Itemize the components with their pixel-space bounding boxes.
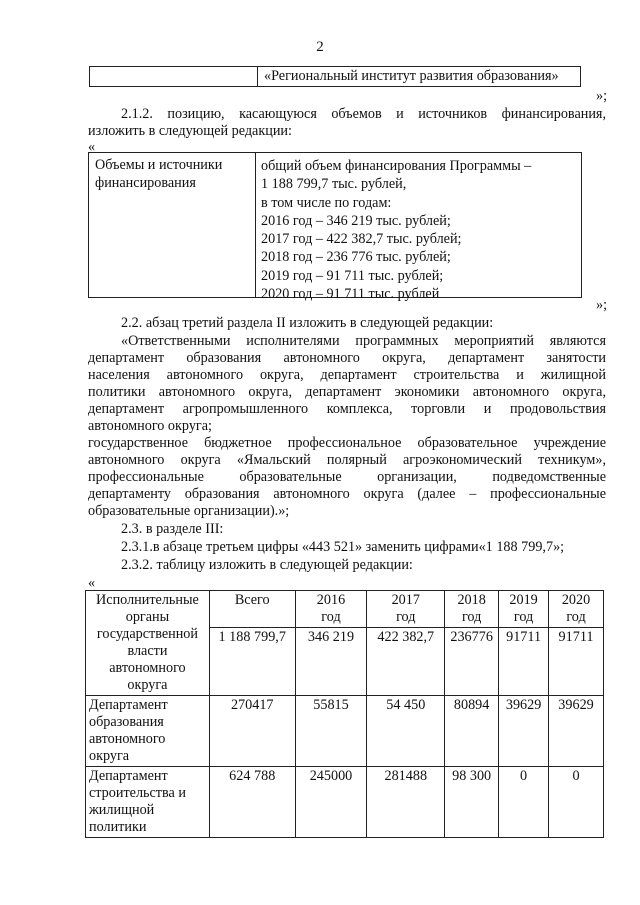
opening-quote-1: « (88, 139, 96, 155)
table-cell: 422 382,7 (367, 628, 445, 696)
financing-line: 1 188 799,7 тыс. рублей, (261, 176, 407, 193)
financing-line: 2019 год – 91 711 тыс. рублей; (261, 267, 444, 284)
para-2-3-2: 2.3.2. таблицу изложить в следующей редакции: (121, 557, 413, 573)
quote-line: населения автономного округа, департамент строительства и жилищной (88, 367, 606, 383)
financing-line: общий объем финансирования Программы – (261, 158, 532, 174)
table-cell: 236776 (445, 628, 499, 696)
para-2-1-2-line1: 2.1.2. позицию, касающуюся объемов и источников финансирования, (121, 106, 606, 122)
table-cell: 55815 (295, 696, 367, 767)
year-header-cell: 2020 год (549, 591, 604, 628)
quote-line: государственное бюджетное профессиональное образовательное учреждение (88, 435, 606, 451)
quote-line: автономного округа «Ямальский полярный агроэкономический техникум», (88, 452, 606, 468)
page-number: 2 (316, 39, 324, 55)
table-cell: 91711 (549, 628, 604, 696)
quote-line: политики автономного округа, департамент экономики автономного округа, (88, 384, 606, 400)
year-header-cell: 2018 год (445, 591, 499, 628)
closing-quote-2: »; (596, 297, 608, 313)
table-cell: 91711 (499, 628, 549, 696)
organ-header-cell: Исполнительные органы государственной власти автономного округа (86, 591, 210, 696)
table-cell: 624 788 (209, 767, 295, 838)
table-cell: 39629 (549, 696, 604, 767)
table-cell: 0 (549, 767, 604, 838)
year-header-cell: 2017 год (367, 591, 445, 628)
table-row (86, 696, 604, 767)
financing-line: 2017 год – 422 382,7 тыс. рублей; (261, 231, 462, 248)
table-row (86, 767, 604, 838)
opening-quote-2: « (88, 575, 96, 591)
total-header-cell: Всего (209, 591, 295, 628)
financing-label: Объемы и источники финансирования (95, 157, 223, 191)
year-header-cell: 2019 год (499, 591, 549, 628)
table-cell: 54 450 (367, 696, 445, 767)
closing-quote-1: »; (596, 88, 608, 104)
para-2-1-2-line2: изложить в следующей редакции: (88, 123, 292, 139)
table-cell: 245000 (295, 767, 367, 838)
cell-divider (257, 67, 258, 86)
financing-line: 2020 год – 91 711 тыс. рублей (261, 286, 440, 303)
table-cell: 270417 (209, 696, 295, 767)
table-header-row (86, 591, 604, 628)
quote-line: департаменту образования автономного округа (далее – профессиональные (88, 486, 606, 502)
table-cell: 80894 (445, 696, 499, 767)
quote-line: автономного округа; (88, 418, 212, 434)
financing-line: 2016 год – 346 219 тыс. рублей; (261, 212, 451, 229)
institute-name: «Региональный институт развития образования» (264, 68, 559, 84)
table-cell: 98 300 (445, 767, 499, 838)
financing-line: в том числе по годам: (261, 194, 392, 211)
quote-line: департамент агропромышленного комплекса, торговли и продовольствия (88, 401, 606, 417)
quote-line: «Ответственными исполнителями программных мероприятий являются (121, 333, 606, 349)
table-cell: 39629 (499, 696, 549, 767)
financing-values (261, 157, 531, 303)
cell-divider (255, 153, 256, 297)
financing-line: 2018 год – 236 776 тыс. рублей; (261, 249, 451, 266)
quote-line: департамент образования автономного округа, департамент занятости (88, 350, 606, 366)
para-2-3: 2.3. в разделе III: (121, 521, 224, 537)
table-cell: 0 (499, 767, 549, 838)
org-name-cell: Департамент образования автономного округа (86, 696, 210, 767)
table-cell: 1 188 799,7 (209, 628, 295, 696)
year-header-cell: 2016 год (295, 591, 367, 628)
executors-table (85, 590, 604, 838)
para-2-2: 2.2. абзац третий раздела II изложить в следующей редакции: (121, 315, 494, 331)
financing-box (88, 152, 582, 303)
table-cell: 281488 (367, 767, 445, 838)
quote-line: профессиональные образовательные организации, подведомственные (88, 469, 606, 485)
table-cell: 346 219 (295, 628, 367, 696)
institute-row (89, 66, 581, 87)
para-2-3-1: 2.3.1.в абзаце третьем цифры «443 521» заменить цифрами«1 188 799,7»; (121, 539, 565, 555)
quote-line: образовательные организации).»; (88, 503, 290, 519)
org-name-cell: Департамент строительства и жилищной политики (86, 767, 210, 838)
